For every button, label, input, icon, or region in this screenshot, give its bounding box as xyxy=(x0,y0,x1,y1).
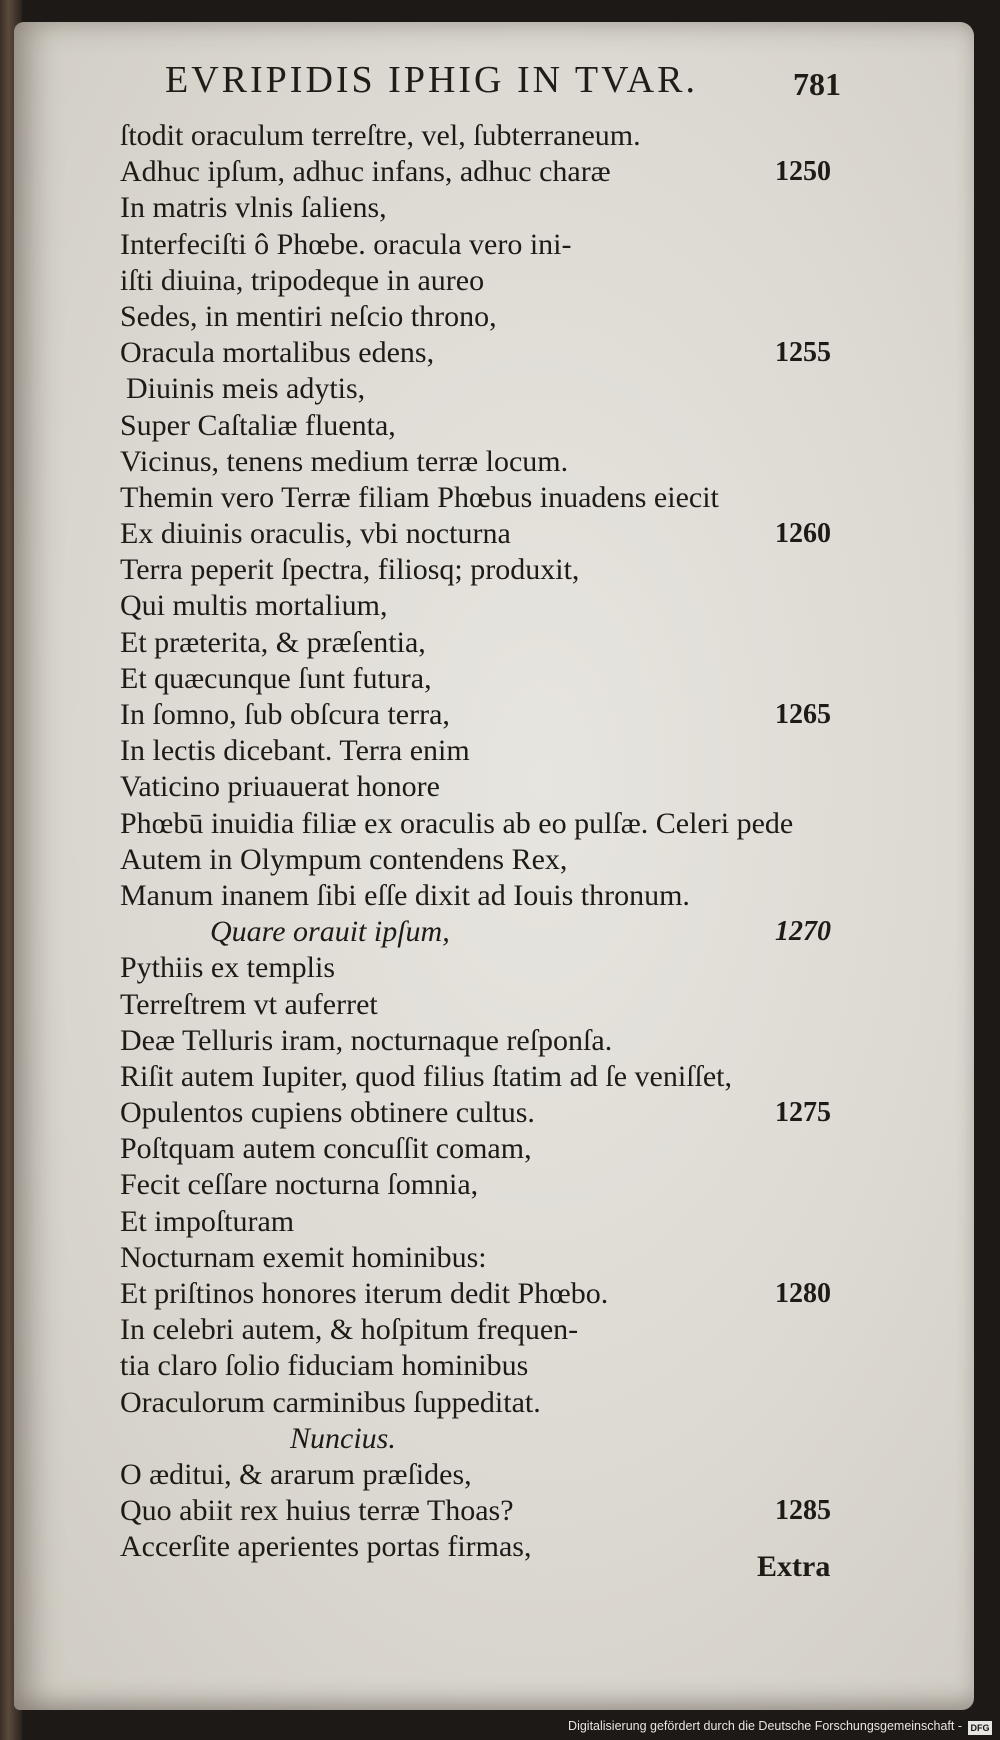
verse-line-text: tia claro ſolio fiduciam hominibus xyxy=(120,1349,529,1383)
speaker-heading xyxy=(120,1421,880,1457)
verse-line-text: Terreſtrem vt auferret xyxy=(120,987,378,1021)
verse-line-text: Et quæcunque ſunt futura, xyxy=(120,661,432,695)
verse-line-text: Poſtquam autem concuſſit comam, xyxy=(120,1132,532,1166)
verse-line-text: Deæ Telluris iram, nocturnaque reſponſa. xyxy=(120,1023,613,1057)
verse-line-text: Et priſtinos honores iterum dedit Phœbo. xyxy=(120,1277,609,1310)
verse-line xyxy=(120,1312,880,1348)
verse-line xyxy=(120,480,880,516)
running-title: EVRIPIDIS IPHIG IN TVAR. xyxy=(165,59,698,101)
verse-line-text: Vicinus, tenens medium terræ locum. xyxy=(120,444,569,478)
verse-line xyxy=(120,661,880,697)
verse-line-text: Riſit autem Iupiter, quod filius ſtatim ad ſe veniſſet, xyxy=(120,1059,733,1093)
funding-credit: Digitalisierung gefördert durch die Deutsche Forschungsgemeinschaft - xyxy=(568,1719,962,1733)
verse-line xyxy=(120,1059,880,1095)
verse-line-text: In ſomno, ſub obſcura terra, xyxy=(120,698,450,731)
verse-line-text: Pythiis ex templis xyxy=(120,951,336,985)
verse-line-text: Themin vero Terræ filiam Phœbus inuadens eiecit xyxy=(120,480,719,514)
verse-line xyxy=(120,1095,880,1131)
dfg-logo: DFG xyxy=(968,1721,992,1735)
verse-line xyxy=(120,1348,880,1384)
verse-line xyxy=(120,1493,880,1529)
page-header xyxy=(0,58,1000,108)
verse-line-text: Quare orauit ipſum, xyxy=(210,915,450,949)
line-number: 1250 xyxy=(775,156,831,188)
verse-line-text: Manum inanem ſibi eſſe dixit ad Iouis thronum. xyxy=(120,878,690,912)
verse-line-text: Super Caſtaliæ fluenta, xyxy=(120,408,396,442)
verse-line xyxy=(120,227,880,263)
verse-line-text: Oracula mortalibus edens, xyxy=(120,336,435,370)
verse-line-text: Nocturnam exemit hominibus: xyxy=(120,1240,487,1274)
verse-line-text: Quo abiit rex huius terræ Thoas? xyxy=(120,1494,514,1528)
verse-line-text: Adhuc ipſum, adhuc infans, adhuc charæ xyxy=(120,155,611,189)
verse-line xyxy=(120,987,880,1023)
line-number: 1280 xyxy=(775,1278,831,1309)
verse-line xyxy=(120,118,880,154)
speaker-name: Nuncius. xyxy=(290,1421,396,1455)
verse-line xyxy=(120,1385,880,1421)
verse-line xyxy=(120,444,880,480)
verse-line xyxy=(120,769,880,805)
verse-line-text: Sedes, in mentiri neſcio throno, xyxy=(120,299,497,333)
verse-line xyxy=(120,154,880,190)
verse-line-text: Oraculorum carminibus ſuppeditat. xyxy=(120,1385,541,1419)
verse-line xyxy=(120,552,880,588)
verse-line-text: Vaticino priuauerat honore xyxy=(120,770,440,804)
verse-line xyxy=(120,408,880,444)
verse-line xyxy=(120,1204,880,1240)
verse-line-text: Accerſite aperientes portas firmas, xyxy=(120,1530,532,1564)
verse-line xyxy=(120,1240,880,1276)
verse-line xyxy=(120,842,880,878)
verse-line-text: Phœbū inuidia filiæ ex oraculis ab eo pulſæ. Celeri pede xyxy=(120,806,794,840)
line-number: 1275 xyxy=(775,1097,831,1129)
verse-line xyxy=(120,878,880,914)
verse-line-text: ſtodit oraculum terreſtre, vel, ſubterraneum. xyxy=(120,119,641,152)
verse-text-block xyxy=(120,118,880,1566)
verse-line-text: Ex diuinis oraculis, vbi nocturna xyxy=(120,517,511,551)
verse-line-text: Et præterita, & præſentia, xyxy=(120,625,426,659)
verse-line-text: O æditui, & ararum præſides, xyxy=(120,1457,472,1491)
verse-line-text: In matris vlnis ſaliens, xyxy=(120,191,387,225)
verse-line xyxy=(120,625,880,661)
verse-line xyxy=(120,697,880,733)
verse-line xyxy=(120,371,880,407)
verse-line-text: iſti diuina, tripodeque in aureo xyxy=(120,263,485,297)
verse-line-text: Qui multis mortalium, xyxy=(120,589,388,623)
line-number: 1265 xyxy=(775,699,831,730)
verse-line xyxy=(120,733,880,769)
verse-line-text: Opulentos cupiens obtinere cultus. xyxy=(120,1096,535,1130)
verse-line-text: In celebri autem, & hoſpitum frequen- xyxy=(120,1313,579,1347)
verse-line xyxy=(120,299,880,335)
verse-line xyxy=(120,1131,880,1167)
line-number: 1285 xyxy=(775,1495,831,1527)
verse-line-text: Diuinis meis adytis, xyxy=(126,372,366,406)
line-number: 1260 xyxy=(775,518,831,550)
verse-line xyxy=(120,1276,880,1312)
line-number: 1255 xyxy=(775,337,831,369)
page-number: 781 xyxy=(793,66,841,102)
line-number: 1270 xyxy=(775,916,831,948)
verse-line xyxy=(120,335,880,371)
verse-line xyxy=(120,806,880,842)
verse-line xyxy=(120,1167,880,1203)
verse-line xyxy=(120,1457,880,1493)
catchword: Extra xyxy=(757,1550,831,1583)
verse-line-text: Fecit ceſſare nocturna ſomnia, xyxy=(120,1168,479,1202)
verse-line-text: Terra peperit ſpectra, filiosq; produxit, xyxy=(120,553,580,587)
verse-line xyxy=(120,190,880,226)
digitization-footer xyxy=(0,1718,1000,1740)
verse-line xyxy=(120,1023,880,1059)
verse-line xyxy=(120,263,880,299)
verse-line-text: Interfeciſti ô Phœbe. oracula vero ini- xyxy=(120,227,572,261)
verse-line-text: Et impoſturam xyxy=(120,1204,295,1238)
verse-line xyxy=(120,516,880,552)
verse-line-text: Autem in Olympum contendens Rex, xyxy=(120,842,568,876)
verse-line xyxy=(120,950,880,986)
verse-line-text: In lectis dicebant. Terra enim xyxy=(120,734,470,768)
verse-line xyxy=(120,914,880,950)
verse-line xyxy=(120,588,880,624)
